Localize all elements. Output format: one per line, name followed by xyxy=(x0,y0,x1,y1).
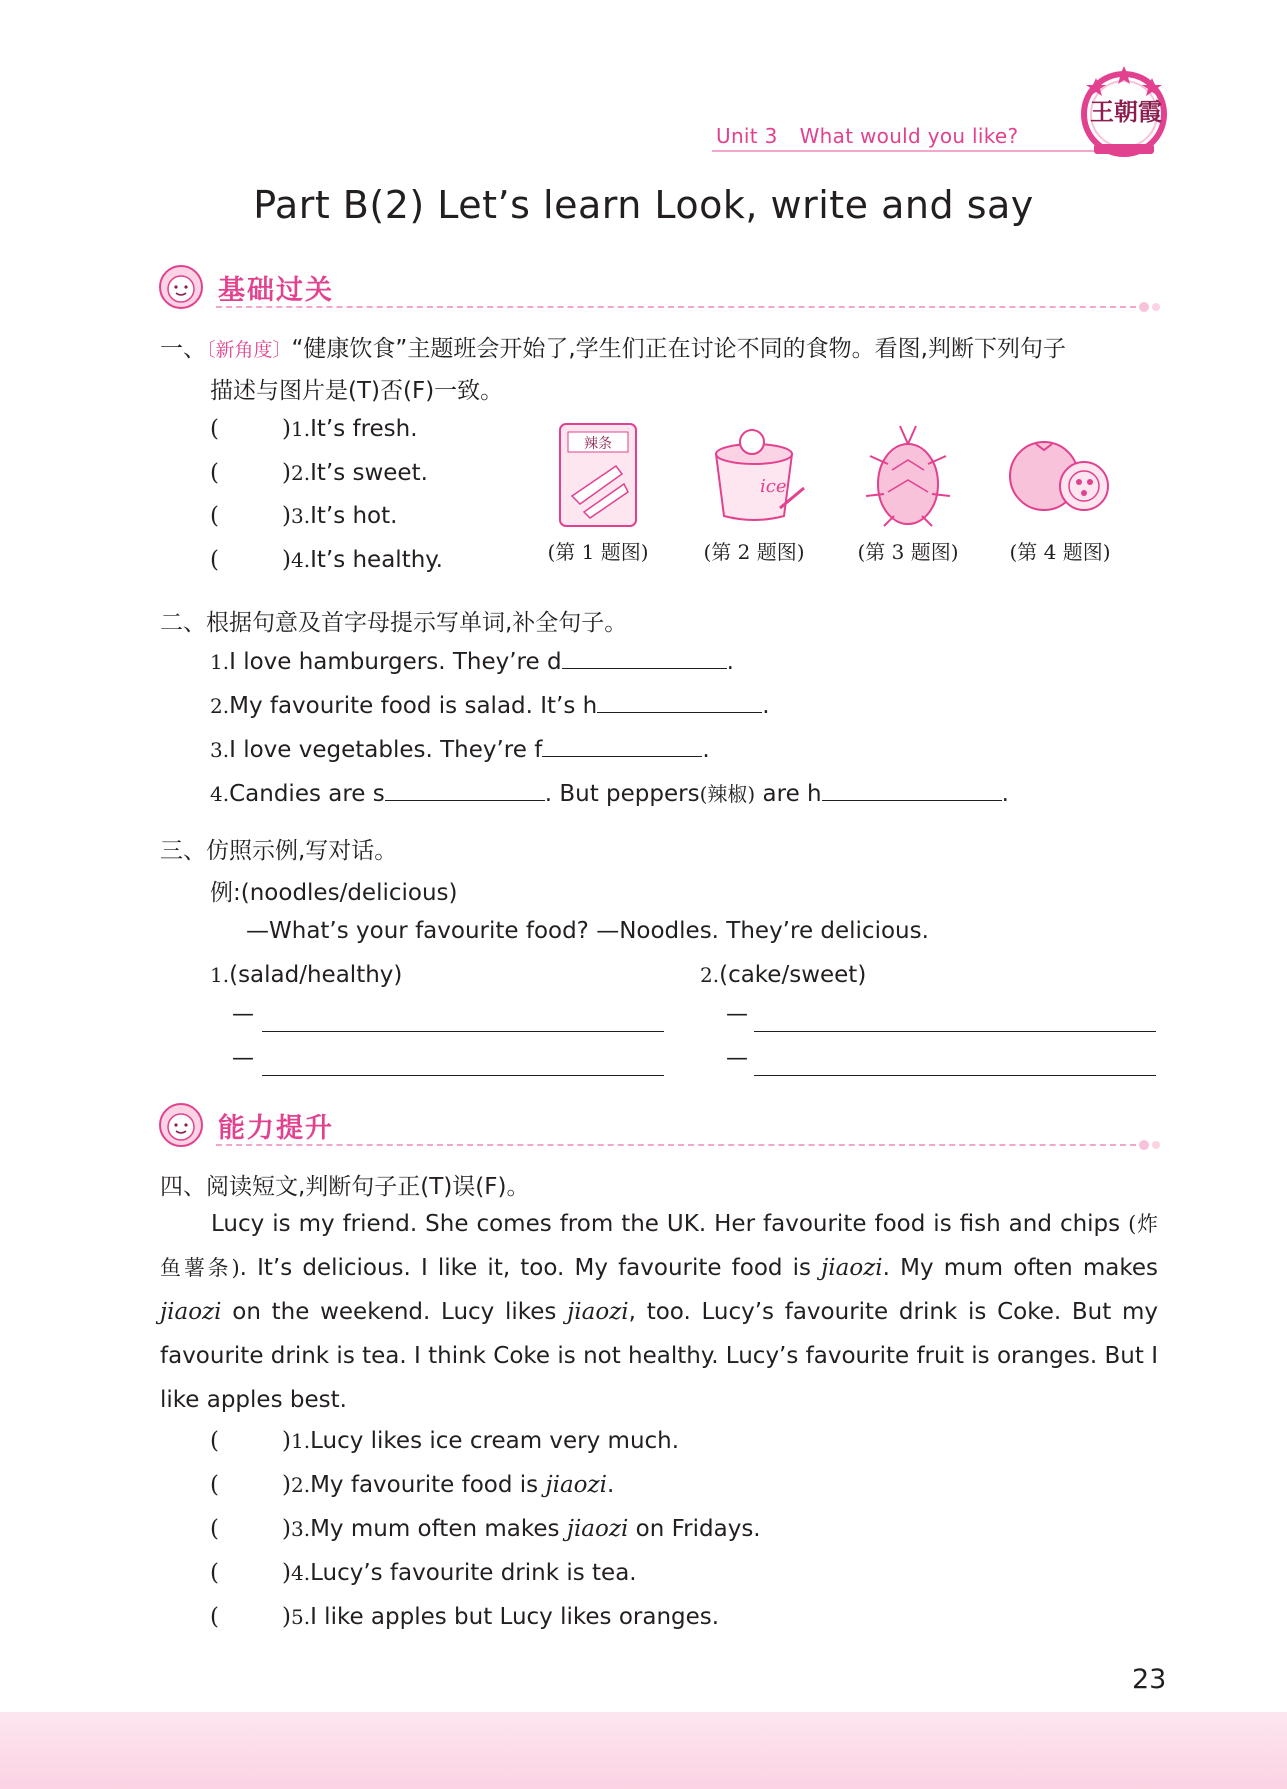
section-divider xyxy=(216,1144,1136,1146)
answer-blank[interactable] xyxy=(542,734,702,757)
q3-example xyxy=(210,874,458,907)
q3-item-1: 1.(salad/healthy) xyxy=(210,962,403,988)
q1-item: ( )4.It’s healthy. xyxy=(210,547,443,573)
item-text: It’s hot. xyxy=(310,503,398,529)
answer-blank[interactable] xyxy=(597,690,762,713)
q4-item: ( )1.Lucy likes ice cream very much. xyxy=(210,1428,680,1454)
q1-item: ( )2.It’s sweet. xyxy=(210,460,428,486)
unit-header xyxy=(716,124,1018,148)
item-text: It’s healthy. xyxy=(310,547,443,573)
q4-item: ( )5.I like apples but Lucy likes oranges. xyxy=(210,1604,720,1630)
q1-item: ( )1.It’s fresh. xyxy=(210,416,418,442)
answer-line[interactable] xyxy=(262,1075,664,1076)
page-title: Part B(2) Let’s learn Look, write and say xyxy=(253,183,1034,227)
picture-caption: (第 4 题图) xyxy=(1009,540,1111,564)
package-label: 辣条 xyxy=(584,436,612,452)
q3-heading: 三、仿照示例,写对话。 xyxy=(160,838,398,864)
answer-line[interactable] xyxy=(262,1031,664,1032)
example-label: 例: xyxy=(210,880,241,906)
item-text: It’s sweet. xyxy=(310,460,428,486)
section-banner-basic xyxy=(158,264,1158,314)
page-number: 23 xyxy=(1132,1664,1167,1695)
q1-label: 一、 xyxy=(160,336,206,362)
section-divider xyxy=(216,306,1136,308)
brand-logo-text: 王朝霞 xyxy=(1090,97,1162,126)
q4-heading: 四、阅读短文,判断句子正(T)误(F)。 xyxy=(160,1174,530,1200)
section-title-basic: 基础过关 xyxy=(218,275,334,306)
q3-example-dialog: —What’s your favourite food? —Noodles. They’re delicious. xyxy=(246,918,929,944)
q2-item: 3.I love vegetables. They’re f . xyxy=(210,734,710,763)
q2-item: 1.I love hamburgers. They’re d . xyxy=(210,646,734,675)
q3-item-2: 2.(cake/sweet) xyxy=(700,962,867,988)
picture-caption: (第 3 题图) xyxy=(857,540,959,564)
answer-line[interactable] xyxy=(754,1031,1156,1032)
dialog-dash: — xyxy=(726,1002,748,1027)
q2-item: 4.Candies are s . But peppers(辣椒) are h . xyxy=(210,778,1009,807)
item-number: 3. xyxy=(290,504,311,528)
q4-item: ( )3.My mum often makes jiaozi on Fridays. xyxy=(210,1516,761,1542)
item-number: 2. xyxy=(290,461,311,485)
q1-instruction-line1: “健康饮食”主题班会开始了,学生们正在讨论不同的食物。看图,判断下列句子 xyxy=(291,336,1066,362)
q4-item: ( )4.Lucy’s favourite drink is tea. xyxy=(210,1560,637,1586)
q2-heading: 二、根据句意及首字母提示写单词,补全句子。 xyxy=(160,610,628,636)
q1-tag: 〔新角度〕 xyxy=(206,339,292,361)
answer-blank[interactable] xyxy=(562,646,727,669)
footer-band xyxy=(0,1712,1287,1789)
item-text: It’s fresh. xyxy=(310,416,418,442)
decorative-dots-icon xyxy=(1138,1138,1164,1152)
picture-caption: (第 1 题图) xyxy=(547,540,649,564)
q4-passage: Lucy is my friend. She comes from the UK. Her favourite food is fish and chips (炸鱼薯条). It’s delicious. I like it, too. My favourite food is jiaozi. My mum often makes jiaozi on the weekend. Lucy likes jiaozi, too. Lucy’s favourite drink is Coke. But my favourite drink is tea. I think Coke is not healthy. Lucy’s favourite fruit is oranges. But I like apples best. xyxy=(160,1211,1158,1413)
dialog-dash: — xyxy=(232,1002,254,1027)
cartoon-face-icon xyxy=(158,1102,204,1148)
unit-title: What would you like? xyxy=(799,124,1019,148)
decorative-dots-icon xyxy=(1138,300,1164,314)
q1-item: ( )3.It’s hot. xyxy=(210,503,398,529)
q1-instruction-line2: 描述与图片是(T)否(F)一致。 xyxy=(210,378,504,404)
ice-cream-cup-image xyxy=(694,420,814,530)
q2-item: 2.My favourite food is salad. It’s h . xyxy=(210,690,770,719)
answer-line[interactable] xyxy=(754,1075,1156,1076)
cartoon-face-icon xyxy=(158,264,204,310)
answer-blank[interactable] xyxy=(822,778,1002,801)
item-number: 4. xyxy=(290,548,311,572)
dialog-dash: — xyxy=(726,1046,748,1071)
section-title-advanced: 能力提升 xyxy=(218,1113,334,1144)
answer-blank[interactable] xyxy=(385,778,545,801)
example-words: (noodles/delicious) xyxy=(240,880,458,906)
dragon-fruit-image xyxy=(848,420,968,530)
item-number: 1. xyxy=(290,417,311,441)
section-banner-advanced xyxy=(158,1102,1158,1152)
picture-caption: (第 2 题图) xyxy=(703,540,805,564)
unit-number: Unit 3 xyxy=(716,124,778,148)
spicy-strips-package-image xyxy=(538,420,658,530)
q1-instruction xyxy=(160,330,1066,363)
dialog-dash: — xyxy=(232,1046,254,1071)
q4-item: ( )2.My favourite food is jiaozi. xyxy=(210,1472,615,1498)
cup-label: ice xyxy=(760,476,787,497)
tomatoes-image xyxy=(1000,420,1120,530)
